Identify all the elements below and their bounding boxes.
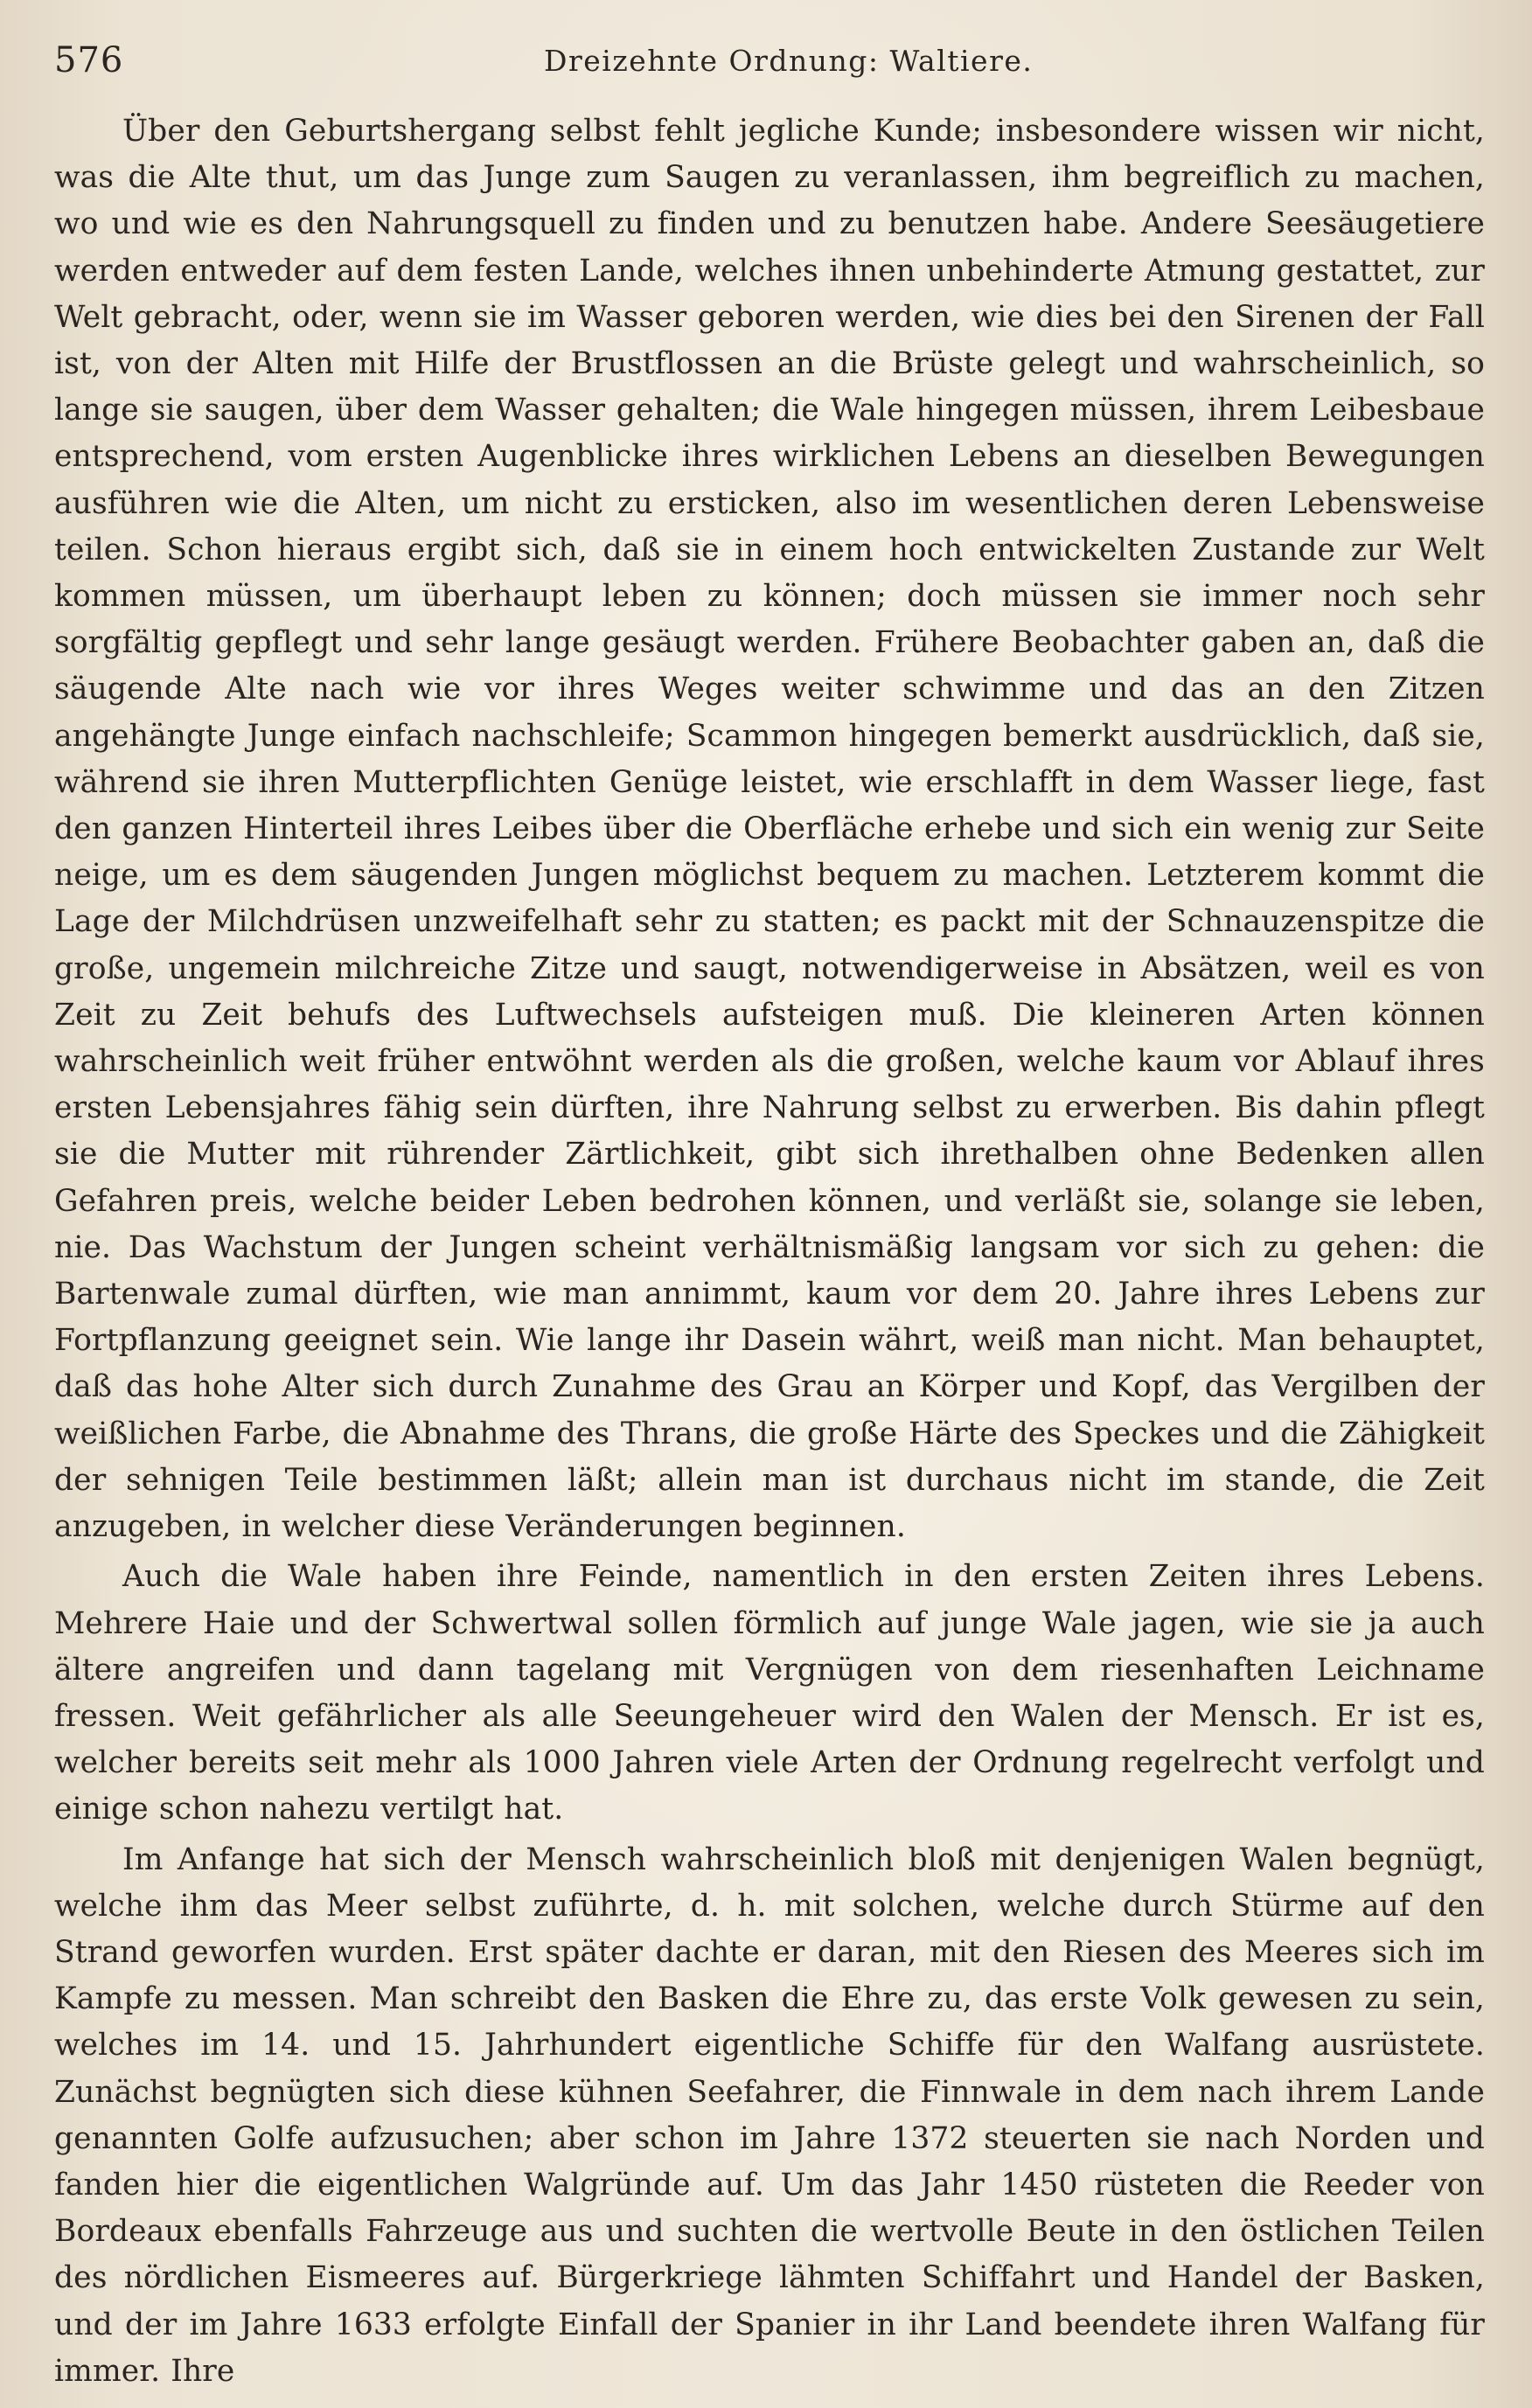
page-number: 576	[54, 40, 124, 80]
paragraph-text: Auch die Wale haben ihre Feinde, namentlich in den ersten Zeiten ihres Lebens. Mehrere Haie und der Schwertwal sollen förmlich auf junge Wale jagen, wie sie ja auch ältere angreifen und dann tagelang mit Vergnügen von dem riesenhaften Leichname fressen. Weit gefährlicher als alle Seeungeheuer wird den Walen der Mensch. Er ist es, welcher bereits seit mehr als 1000 Jahren viele Arten der Ordnung regelrecht verfolgt und einige schon nahezu vertilgt hat.	[54, 1559, 1485, 1827]
paragraph-text: Über den Geburtshergang selbst fehlt jegliche Kunde; insbesondere wissen wir nicht, was die Alte thut, um das Junge zum Saugen zu veranlassen, ihm begreiflich zu machen, wo und wie es den Nahrungsquell zu finden und zu benutzen habe. Andere Seesäugetiere werden entweder auf dem festen Lande, welches ihnen unbehinderte Atmung gestattet, zur Welt gebracht, oder, wenn sie im Wasser geboren werden, wie dies bei den Sirenen der Fall ist, von der Alten mit Hilfe der Brustflossen an die Brüste gelegt und wahrscheinlich, so lange sie saugen, über dem Wasser gehalten; die Wale hingegen müssen, ihrem Leibesbaue entsprechend, vom ersten Augenblicke ihres wirklichen Lebens an dieselben Bewegungen ausführen wie die Alten, um nicht zu ersticken, also im wesentlichen deren Lebensweise teilen. Schon hieraus ergibt sich, daß sie in einem hoch entwickelten Zustande zur Welt kommen müssen, um überhaupt leben zu können; doch müssen sie immer noch sehr sorgfältig gepflegt und sehr lange gesäugt werden. Frühere Beobachter gaben an, daß die säugende Alte nach wie vor ihres Weges weiter schwimme und das an den Zitzen angehängte Junge einfach nachschleife; Scammon hingegen bemerkt ausdrücklich, daß sie, während sie ihren Mutterpflichten Genüge leistet, wie erschlafft in dem Wasser liege, fast den ganzen Hinterteil ihres Leibes über die Oberfläche erhebe und sich ein wenig zur Seite neige, um es dem säugenden Jungen möglichst bequem zu machen. Letzterem kommt die Lage der Milchdrüsen unzweifelhaft sehr zu statten; es packt mit der Schnauzenspitze die große, ungemein milchreiche Zitze und saugt, notwendigerweise in Absätzen, weil es von Zeit zu Zeit behufs des Luftwechsels aufsteigen muß. Die kleineren Arten können wahrscheinlich weit früher entwöhnt werden als die großen, welche kaum vor Ablauf ihres ersten Lebensjahres fähig sein dürften, ihre Nahrung selbst zu erwerben. Bis dahin pflegt sie die Mutter mit rührender Zärtlichkeit, gibt sich ihrethalben ohne Bedenken allen Gefahren preis, welche beider Leben bedrohen können, und verläßt sie, solange sie leben, nie. Das Wachstum der Jungen scheint verhältnismäßig langsam vor sich zu gehen: die Bartenwale zumal dürften, wie man annimmt, kaum vor dem 20. Jahre ihres Lebens zur Fortpflanzung geeignet sein. Wie lange ihr Dasein währt, weiß man nicht. Man behauptet, daß das hohe Alter sich durch Zunahme des Grau an Körper und Kopf, das Vergilben der weißlichen Farbe, die Abnahme des Thrans, die große Härte des Speckes und die Zähigkeit der sehnigen Teile bestimmen läßt; allein man ist durchaus nicht im stande, die Zeit anzugeben, in welcher diese Veränderungen beginnen.	[54, 114, 1485, 1545]
paragraph-text: Im Anfange hat sich der Mensch wahrscheinlich bloß mit denjenigen Walen begnügt, welche ihm das Meer selbst zuführte, d. h. mit solchen, welche durch Stürme auf den Strand geworfen wurden. Erst später dachte er daran, mit den Riesen des Meeres sich im Kampfe zu messen. Man schreibt den Basken die Ehre zu, das erste Volk gewesen zu sein, welches im 14. und 15. Jahrhundert eigentliche Schiffe für den Walfang ausrüstete. Zunächst begnügten sich diese kühnen Seefahrer, die Finnwale in dem nach ihrem Lande genannten Golfe aufzusuchen; aber schon im Jahre 1372 steuerten sie nach Norden und fanden hier die eigentlichen Walgründe auf. Um das Jahr 1450 rüsteten die Reeder von Bordeaux ebenfalls Fahrzeuge aus und suchten die wertvolle Beute in den östlichen Teilen des nördlichen Eismeeres auf. Bürgerkriege lähmten Schiffahrt und Handel der Basken, und der im Jahre 1633 erfolgte Einfall der Spanier in ihr Land beendete ihren Walfang für immer. Ihre	[54, 1841, 1485, 2389]
body-text	[54, 108, 1485, 2395]
paragraph-whaling-history	[54, 1837, 1485, 2395]
paragraph-birth-and-nursing	[54, 108, 1485, 1550]
page-header	[54, 40, 1488, 93]
running-head: Dreizehnte Ordnung: Waltiere.	[544, 44, 1034, 78]
paragraph-enemies	[54, 1554, 1485, 1833]
